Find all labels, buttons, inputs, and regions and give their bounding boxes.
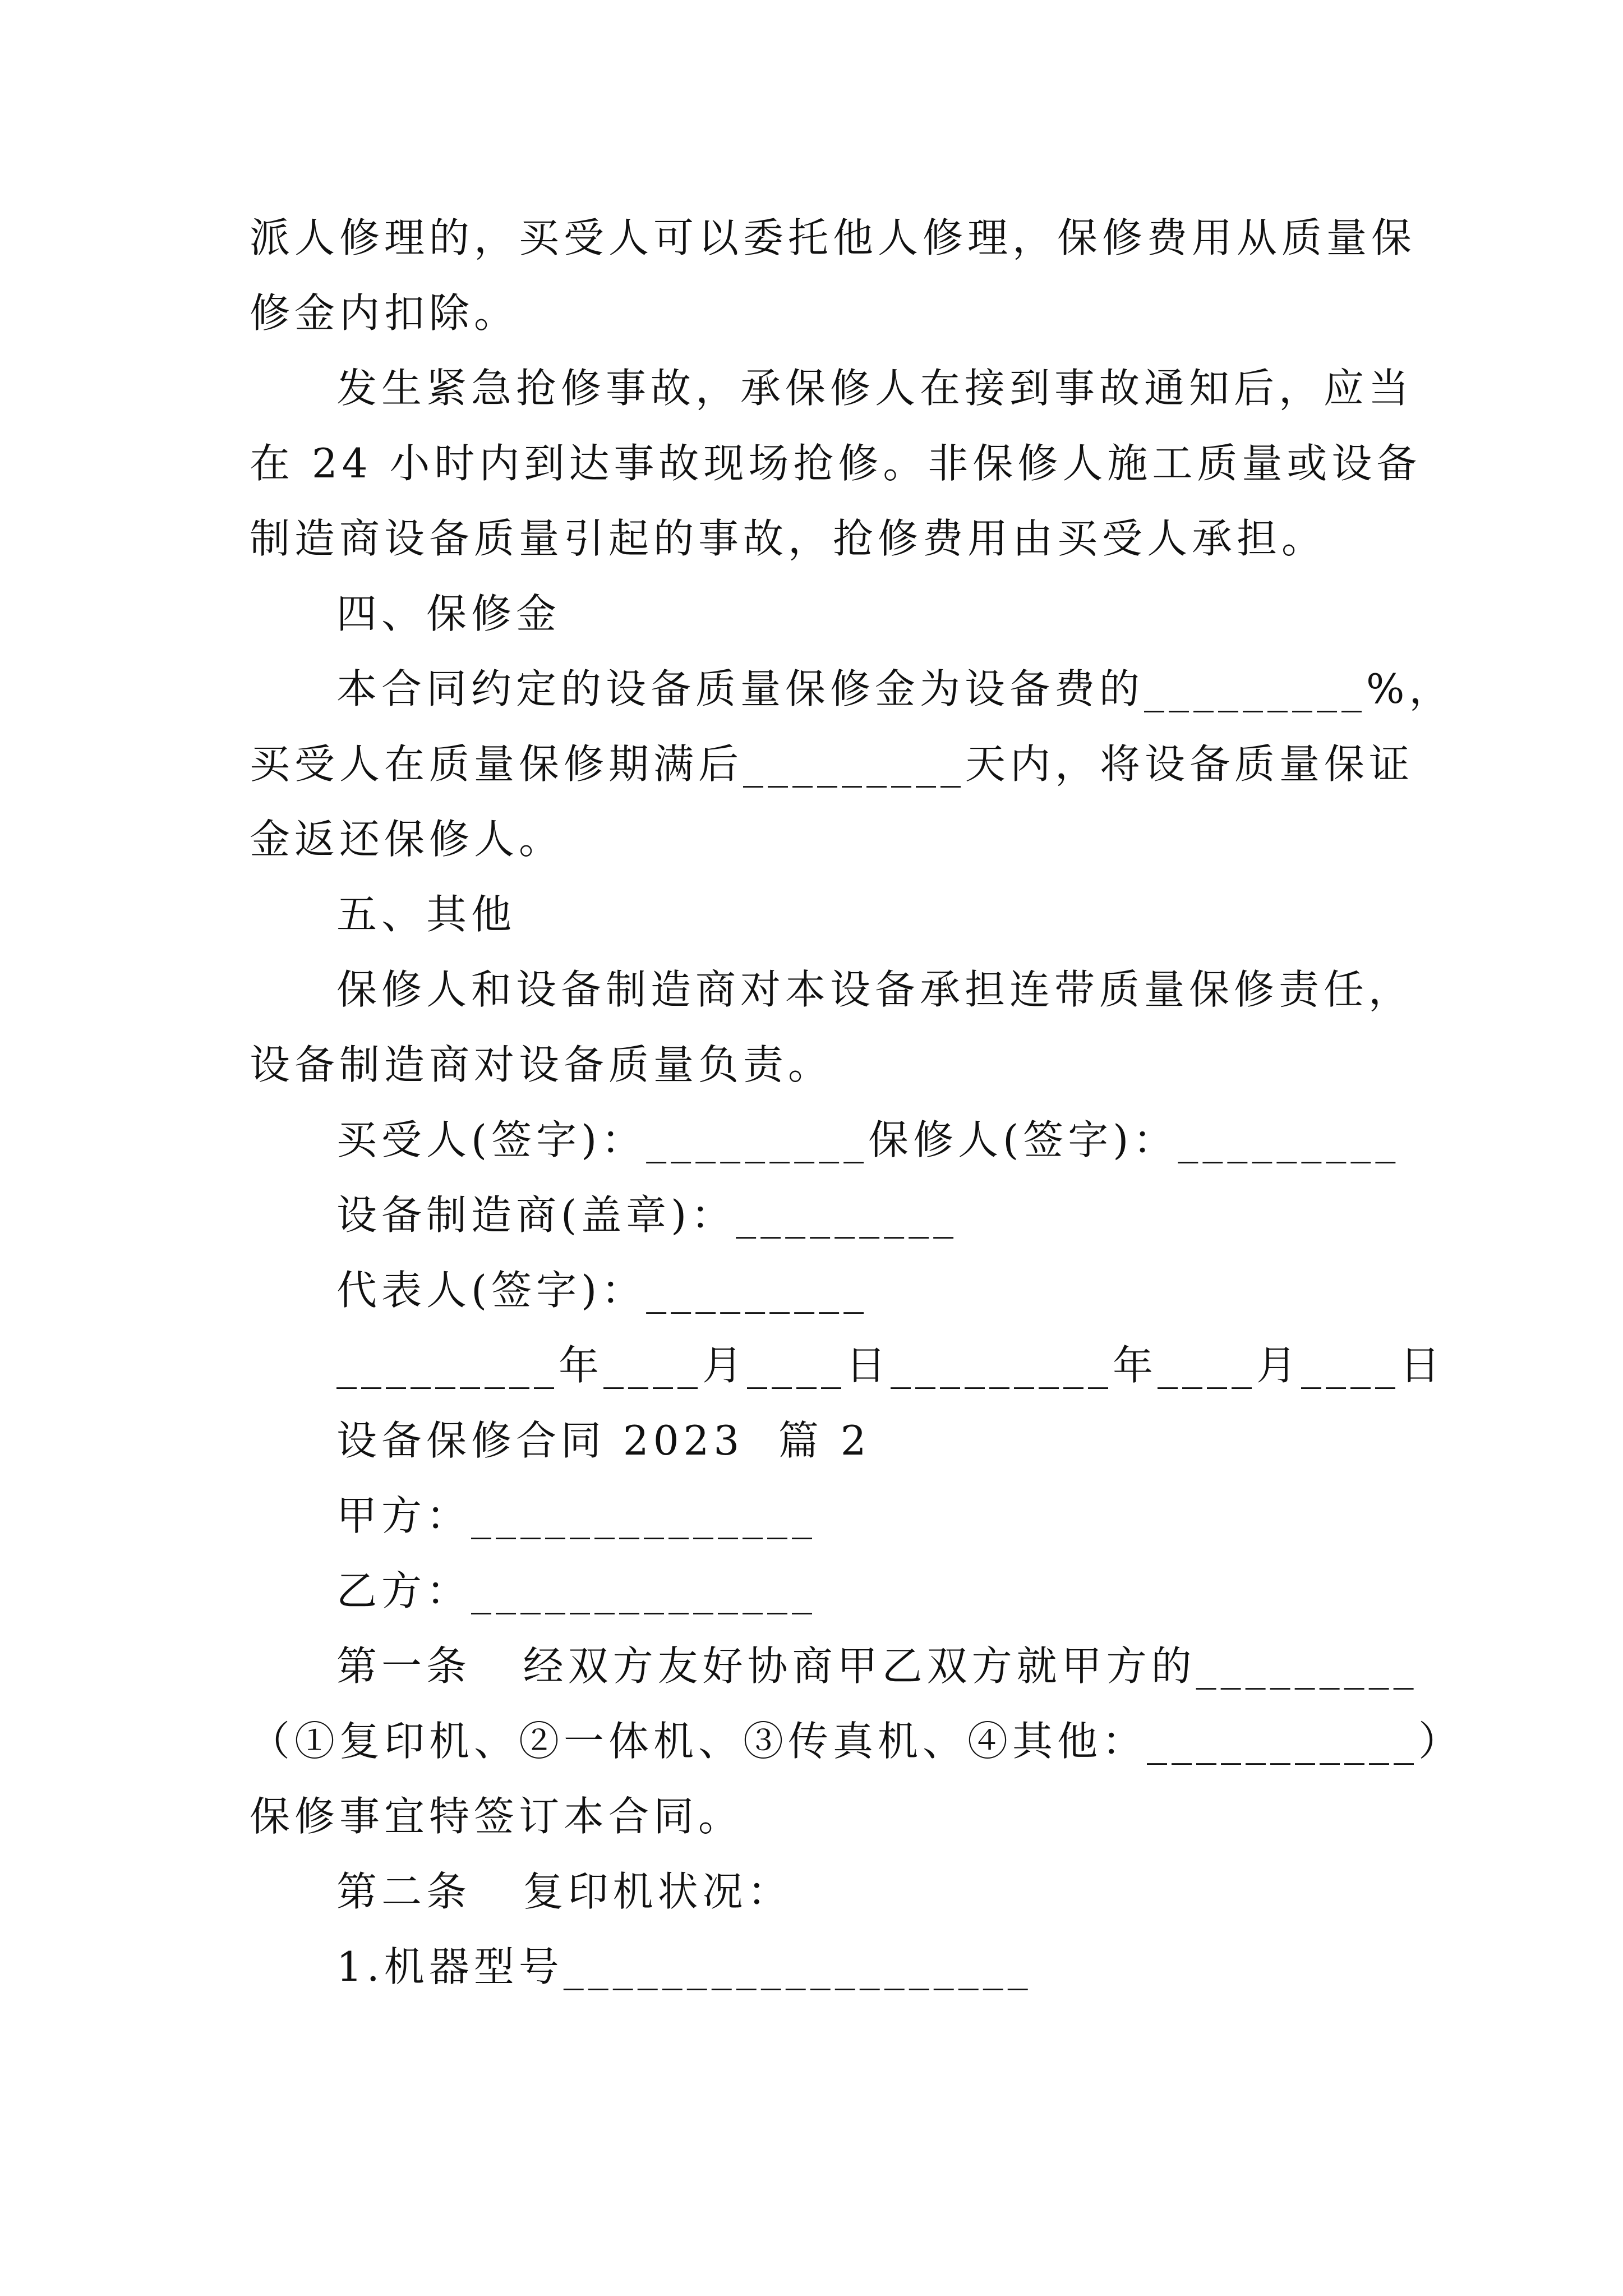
- signature-line: 买受人(签字)：_________保修人(签字)：_________: [336, 1116, 1400, 1163]
- article-line: （①复印机、②一体机、③传真机、④其他：___________）: [250, 1718, 1464, 1765]
- party-b-line: 乙方：______________: [336, 1567, 817, 1614]
- signature-line: 代表人(签字)：_________: [336, 1267, 869, 1314]
- article-line: 保修事宜特签订本合同。: [250, 1793, 744, 1840]
- paragraph-line: 保修人和设备制造商对本设备承担连带质量保修责任，: [336, 966, 1414, 1013]
- date-line: _________年____月____日_________年____月____日: [336, 1342, 1445, 1389]
- paragraph-line: 买受人在质量保修期满后_________天内，将设备质量保证: [250, 740, 1414, 788]
- paragraph-line: 设备制造商对设备质量负责。: [250, 1041, 833, 1088]
- paragraph-line: 本合同约定的设备质量保修金为设备费的_________%，: [336, 665, 1454, 712]
- paragraph-line: 修金内扣除。: [250, 289, 519, 337]
- section-heading: 四、保修金: [336, 590, 561, 637]
- paragraph-line: 发生紧急抢修事故，承保修人在接到事故通知后，应当: [336, 365, 1414, 412]
- list-item: 1.机器型号___________________: [336, 1943, 1032, 1990]
- party-a-line: 甲方：______________: [336, 1492, 817, 1539]
- contract-title: 设备保修合同 2023 篇 2: [336, 1417, 871, 1464]
- article-line: 第二条 复印机状况：: [336, 1868, 792, 1915]
- paragraph-line: 在 24 小时内到达事故现场抢修。非保修人施工质量或设备: [250, 440, 1422, 487]
- paragraph-line: 派人修理的，买受人可以委托他人修理，保修费用从质量保: [250, 214, 1417, 261]
- signature-line: 设备制造商(盖章)：_________: [336, 1191, 958, 1239]
- paragraph-line: 金返还保修人。: [250, 816, 564, 863]
- paragraph-line: 制造商设备质量引起的事故，抢修费用由买受人承担。: [250, 515, 1327, 562]
- section-heading: 五、其他: [336, 891, 517, 938]
- article-line: 第一条 经双方友好协商甲乙双方就甲方的_________: [336, 1642, 1418, 1690]
